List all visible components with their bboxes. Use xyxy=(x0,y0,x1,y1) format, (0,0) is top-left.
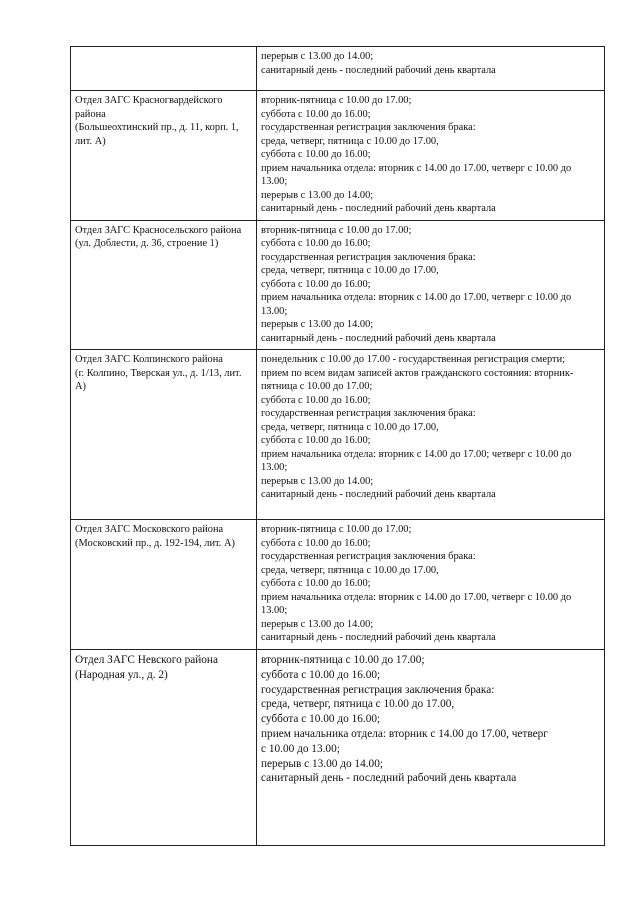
schedule-line: санитарный день - последний рабочий день квартала xyxy=(261,632,496,643)
schedule-line: суббота с 10.00 до 16.00; xyxy=(261,238,371,249)
office-cell xyxy=(71,520,257,650)
schedule-line: перерыв с 13.00 до 14.00; xyxy=(261,319,374,330)
table-row xyxy=(71,220,605,350)
office-line: (ул. Доблести, д. 36, строение 1) xyxy=(75,238,219,249)
schedule-line: суббота с 10.00 до 16.00; xyxy=(261,394,371,406)
office-cell xyxy=(71,47,257,91)
schedule-line: санитарный день - последний рабочий день квартала xyxy=(261,332,496,344)
office-line: (Народная ул., д. 2) xyxy=(75,668,168,681)
schedule-line: перерыв с 13.00 до 14.00; xyxy=(261,757,383,770)
schedule-line: суббота с 10.00 до 16.00; xyxy=(261,578,371,589)
office-line: Отдел ЗАГС Невского района xyxy=(75,654,218,666)
schedule-cell xyxy=(257,47,605,91)
table-row xyxy=(71,520,605,650)
office-line: Отдел ЗАГС Красногвардейского района xyxy=(75,95,223,120)
office-line: Отдел ЗАГС Красносельского района xyxy=(75,224,242,236)
office-cell xyxy=(71,650,257,846)
schedule-cell xyxy=(257,91,605,221)
schedule-line: санитарный день - последний рабочий день квартала xyxy=(261,203,496,214)
schedule-line: среда, четверг, пятница с 10.00 до 17.00, xyxy=(261,698,455,711)
schedule-line: санитарный день - последний рабочий день квартала xyxy=(261,772,517,785)
schedule-line: с 10.00 до 13.00; xyxy=(261,742,340,755)
table-row xyxy=(71,650,605,846)
schedule-line: суббота с 10.00 до 16.00; xyxy=(261,668,381,681)
schedule-cell xyxy=(257,520,605,650)
schedule-line: прием начальника отдела: вторник с 14.00 до 17.00, четверг с 10.00 до 13.00; xyxy=(261,162,572,187)
schedule-line: государственная регистрация заключения брака: xyxy=(261,122,476,133)
table-row xyxy=(71,47,605,91)
office-line: (г. Колпино, Тверская ул., д. 1/13, лит. А) xyxy=(75,367,242,392)
office-cell xyxy=(71,91,257,221)
schedule-cell xyxy=(257,220,605,350)
schedule-line: суббота с 10.00 до 16.00; xyxy=(261,149,371,160)
schedule-line: прием начальника отдела: вторник с 14.00 до 17.00, четверг с 10.00 до 13.00; xyxy=(261,292,572,317)
schedule-line: перерыв с 13.00 до 14.00; xyxy=(261,618,374,630)
schedule-line: санитарный день - последний рабочий день квартала xyxy=(261,489,496,500)
schedule-line: вторник-пятница с 10.00 до 17.00; xyxy=(261,95,412,106)
zags-schedule-table xyxy=(70,46,605,846)
schedule-line: суббота с 10.00 до 16.00; xyxy=(261,713,381,726)
schedule-line: прием по всем видам записей актов гражданского состояния: вторник-пятница с 10.00 до 17.00; xyxy=(261,367,574,392)
schedule-line: государственная регистрация заключения брака: xyxy=(261,408,476,419)
office-cell xyxy=(71,220,257,350)
schedule-line: понедельник с 10.00 до 17.00 - государственная регистрация смерти; xyxy=(261,354,566,365)
table-row xyxy=(71,350,605,520)
schedule-line: прием начальника отдела: вторник с 14.00 до 17.00, четверг xyxy=(261,727,548,740)
schedule-line: перерыв с 13.00 до 14.00; xyxy=(261,189,374,201)
schedule-cell xyxy=(257,350,605,520)
schedule-line: перерыв с 13.00 до 14.00; xyxy=(261,475,374,487)
schedule-line: санитарный день - последний рабочий день квартала xyxy=(261,64,496,76)
schedule-line: прием начальника отдела: вторник с 14.00 до 17.00; четверг с 10.00 до 13.00; xyxy=(261,448,572,473)
office-line: (Московский пр., д. 192-194, лит. А) xyxy=(75,537,235,549)
schedule-line: среда, четверг, пятница с 10.00 до 17.00, xyxy=(261,135,439,147)
schedule-line: суббота с 10.00 до 16.00; xyxy=(261,278,371,290)
schedule-line: суббота с 10.00 до 16.00; xyxy=(261,435,371,446)
table-row xyxy=(71,91,605,221)
schedule-line: вторник-пятница с 10.00 до 17.00; xyxy=(261,524,412,535)
schedule-line: государственная регистрация заключения брака: xyxy=(261,683,495,696)
schedule-line: среда, четверг, пятница с 10.00 до 17.00, xyxy=(261,564,439,576)
office-line: (Большеохтинский пр., д. 11, корп. 1, лит. А) xyxy=(75,122,239,147)
schedule-line: перерыв с 13.00 до 14.00; xyxy=(261,51,374,62)
schedule-line: суббота с 10.00 до 16.00; xyxy=(261,108,371,120)
schedule-line: среда, четверг, пятница с 10.00 до 17.00, xyxy=(261,265,439,276)
office-cell xyxy=(71,350,257,520)
schedule-line: суббота с 10.00 до 16.00; xyxy=(261,537,371,549)
schedule-line: среда, четверг, пятница с 10.00 до 17.00, xyxy=(261,421,439,433)
schedule-line: вторник-пятница с 10.00 до 17.00; xyxy=(261,654,425,666)
schedule-line: государственная регистрация заключения брака: xyxy=(261,251,476,263)
schedule-cell xyxy=(257,650,605,846)
schedule-line: государственная регистрация заключения брака: xyxy=(261,551,476,562)
schedule-line: прием начальника отдела: вторник с 14.00 до 17.00, четверг с 10.00 до 13.00; xyxy=(261,591,572,616)
schedule-line: вторник-пятница с 10.00 до 17.00; xyxy=(261,224,412,236)
office-line: Отдел ЗАГС Колпинского района xyxy=(75,354,223,365)
office-line: Отдел ЗАГС Московского района xyxy=(75,524,224,535)
